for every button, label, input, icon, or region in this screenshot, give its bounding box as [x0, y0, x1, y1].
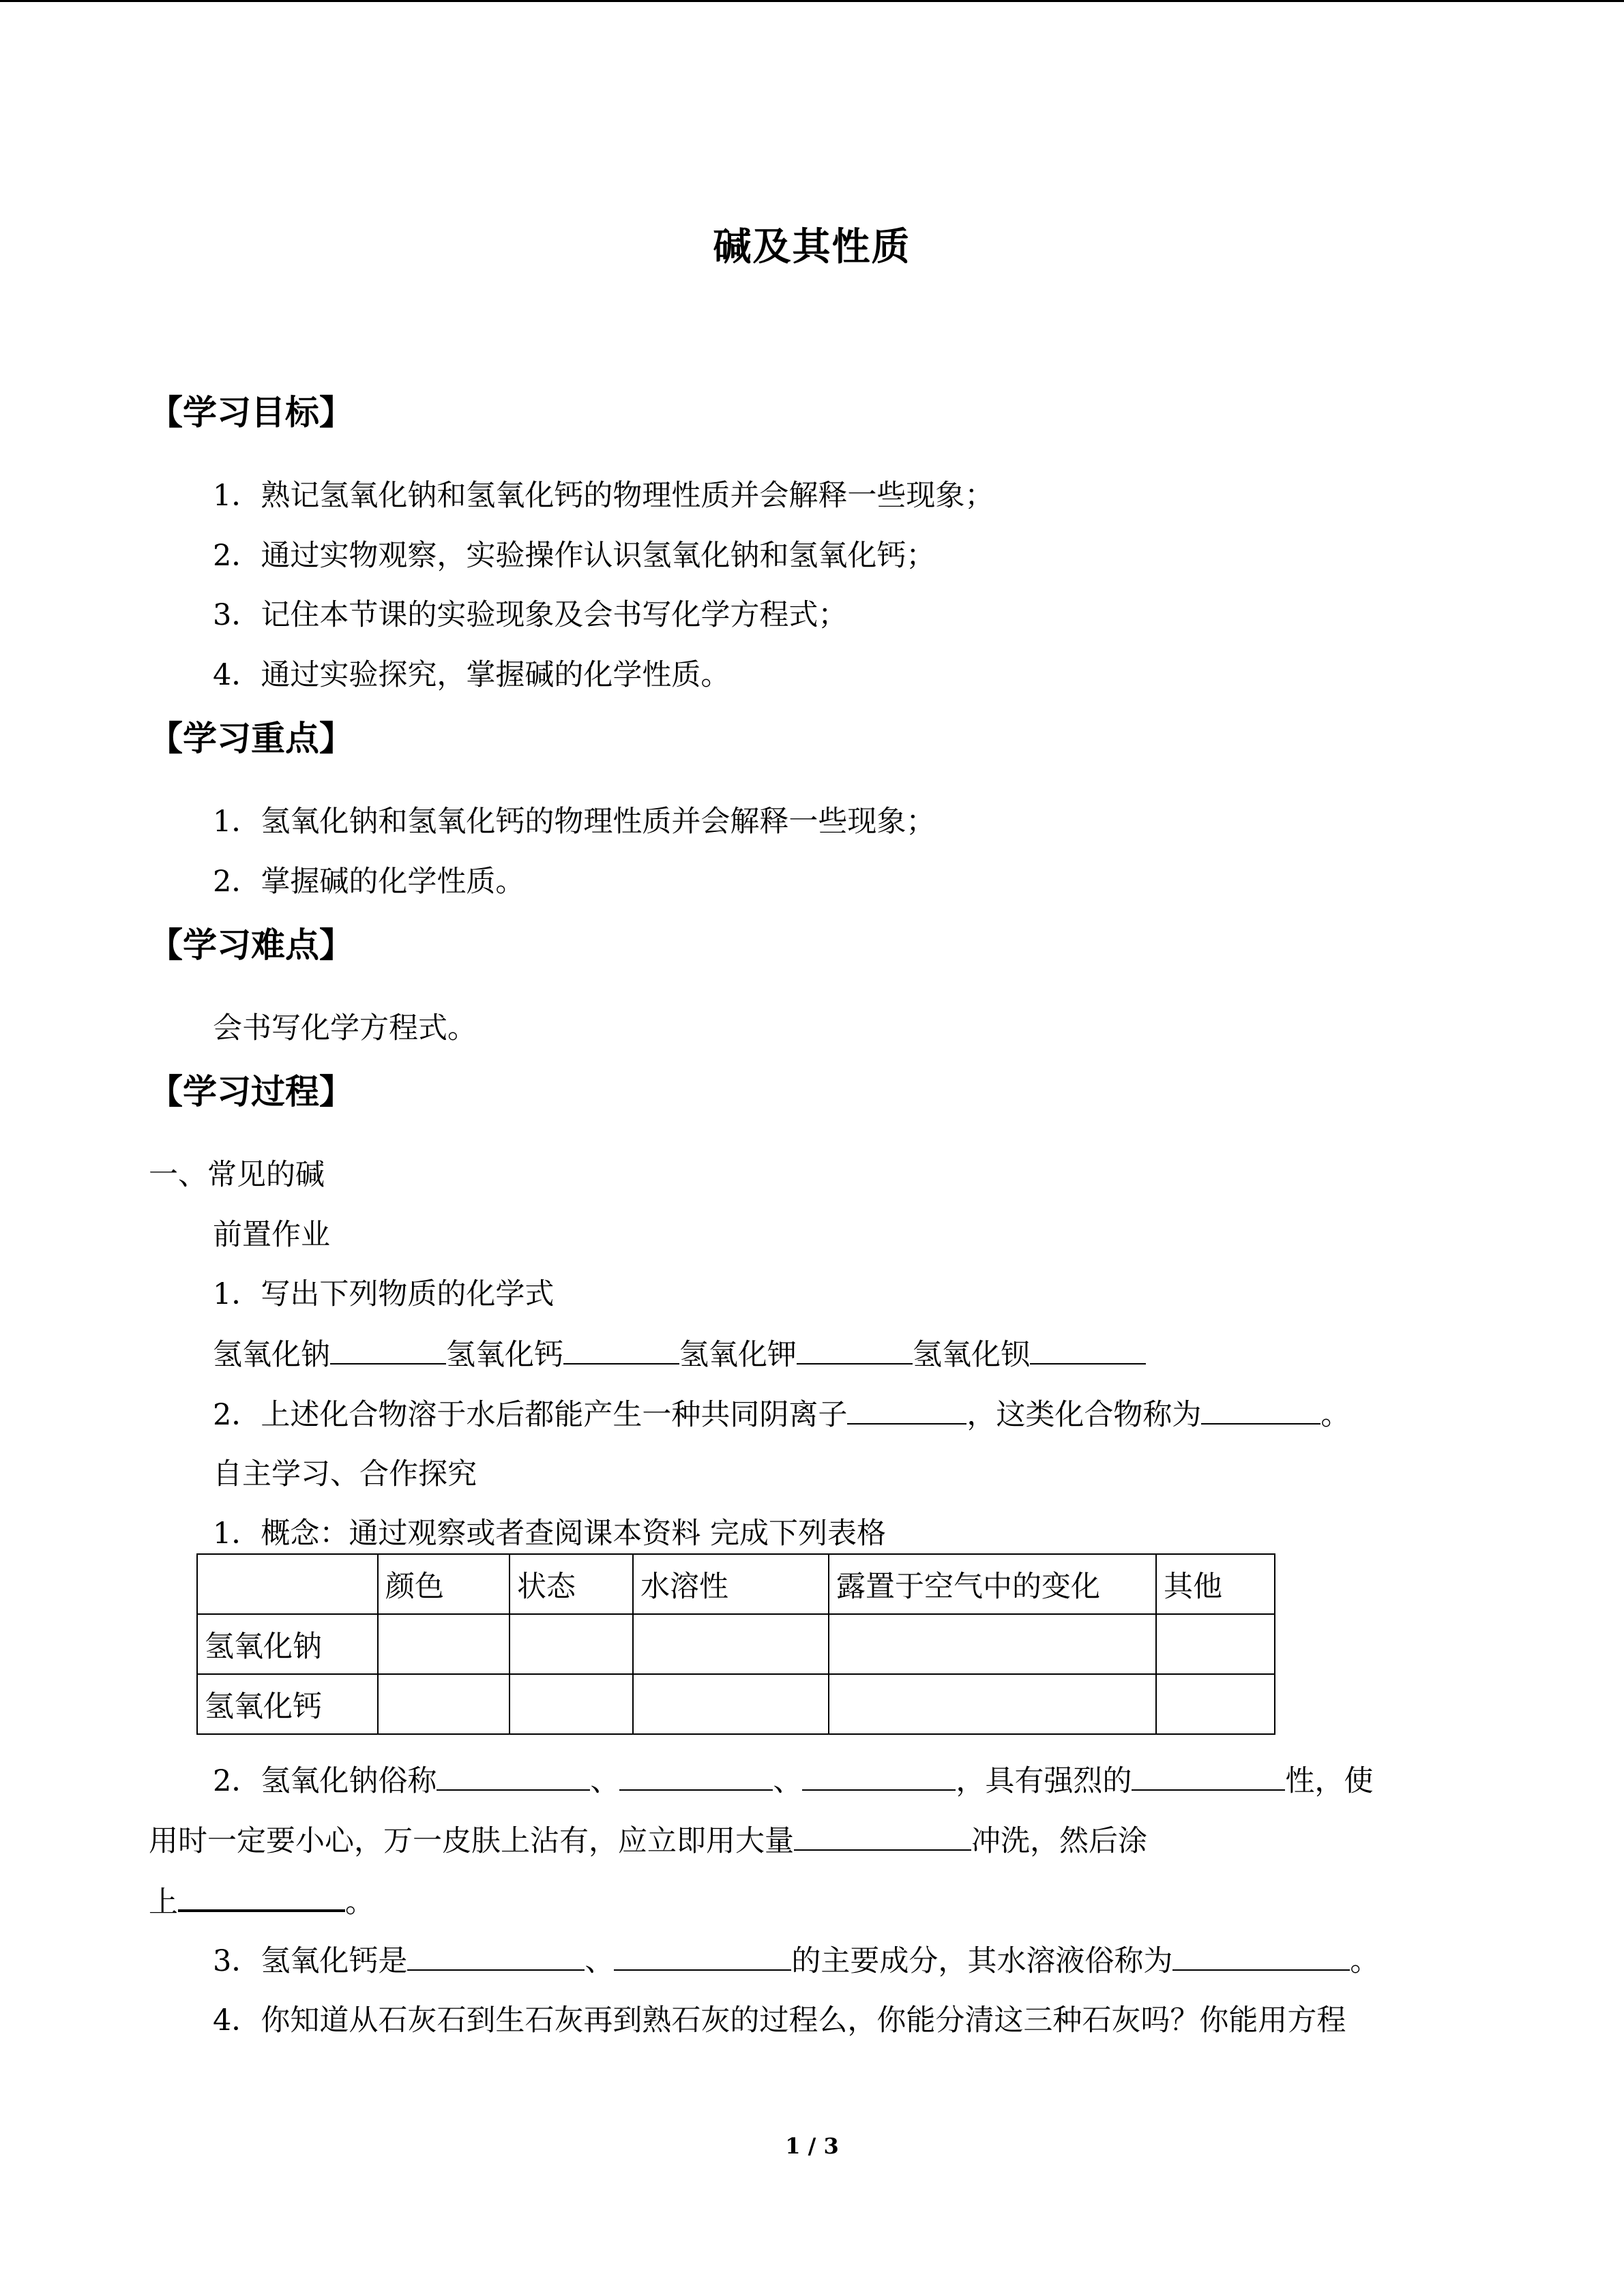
- apply-substance-blank[interactable]: [178, 1882, 345, 1912]
- table-cell[interactable]: [378, 1614, 510, 1674]
- naoh-common-name-blank-3[interactable]: [802, 1762, 956, 1791]
- separator: 、: [585, 1944, 615, 1978]
- key-point-item-1: 1．氢氧化钠和氢氧化钙的物理性质并会解释一些现象；: [213, 805, 936, 839]
- question-2-text-b: ，这类化合物称为: [966, 1398, 1202, 1432]
- concept-instruction: 1．概念：通过观察或者查阅课本资料 完成下列表格: [213, 1517, 887, 1551]
- question-2-text-c: 。: [1320, 1398, 1350, 1432]
- caoh-formula-blank[interactable]: [563, 1336, 679, 1365]
- question-4: 4．你知道从石灰石到生石灰再到熟石灰的过程么，你能分清这三种石灰吗？你能用方程: [213, 2003, 1346, 2038]
- caoh-text-c: 。: [1350, 1944, 1380, 1978]
- goals-heading: 【学习目标】: [149, 393, 353, 432]
- naoh-question-line-1: [213, 1762, 1373, 1800]
- table-row-label: 氢氧化钙: [197, 1674, 378, 1734]
- rinse-liquid-blank[interactable]: [794, 1822, 971, 1851]
- compound-formula-line: [213, 1336, 1146, 1373]
- table-cell[interactable]: [1156, 1614, 1275, 1674]
- caoh-solution-name-blank[interactable]: [1172, 1942, 1350, 1971]
- pre-work-label: 前置作业: [213, 1218, 330, 1252]
- table-row: [197, 1674, 1275, 1734]
- page-top-border: [0, 0, 1624, 2]
- difficulty-item-1: 会书写化学方程式。: [213, 1011, 477, 1045]
- naoh-text-c: 性，使: [1285, 1764, 1374, 1798]
- compound-baoh: 氢氧化钡: [913, 1338, 1030, 1372]
- key-point-item-2: 2．掌握碱的化学性质。: [213, 865, 525, 899]
- goal-item-2: 2．通过实物观察，实验操作认识氢氧化钠和氢氧化钙；: [213, 539, 936, 573]
- naoh-question-line-2: [149, 1822, 1147, 1860]
- process-heading: 【学习过程】: [149, 1072, 353, 1112]
- table-cell[interactable]: [378, 1674, 510, 1734]
- caoh-component-blank-2[interactable]: [614, 1942, 791, 1971]
- baoh-formula-blank[interactable]: [1030, 1336, 1146, 1365]
- page-number: 1 / 3: [785, 2133, 839, 2159]
- goal-item-3: 3．记住本节课的实验现象及会书写化学方程式；: [213, 598, 848, 632]
- caoh-question: [213, 1942, 1379, 1980]
- compound-class-blank[interactable]: [1201, 1396, 1320, 1425]
- separator: 、: [590, 1764, 620, 1798]
- table-row: [197, 1614, 1275, 1674]
- table-cell[interactable]: [829, 1614, 1156, 1674]
- difficulties-heading: 【学习难点】: [149, 925, 353, 965]
- page-title: 碱及其性质: [713, 225, 911, 269]
- table-cell[interactable]: [1156, 1674, 1275, 1734]
- naoh-formula-blank[interactable]: [330, 1336, 446, 1365]
- table-cell[interactable]: [633, 1614, 829, 1674]
- question-2-text-a: 2．上述化合物溶于水后都能产生一种共同阴离子: [213, 1398, 848, 1432]
- key-points-heading: 【学习重点】: [149, 719, 353, 758]
- table-header-cell: [197, 1554, 378, 1614]
- caoh-text-a: 3．氢氧化钙是: [213, 1944, 408, 1978]
- self-study-label: 自主学习、合作探究: [213, 1457, 477, 1491]
- compound-naoh: 氢氧化钠: [213, 1338, 330, 1372]
- naoh-text-f: 上: [149, 1885, 178, 1920]
- naoh-property-blank[interactable]: [1132, 1762, 1285, 1791]
- table-cell[interactable]: [829, 1674, 1156, 1734]
- table-header-cell: 颜色: [378, 1554, 510, 1614]
- table-header-cell: 露置于空气中的变化: [829, 1554, 1156, 1614]
- naoh-common-name-blank-2[interactable]: [619, 1762, 773, 1791]
- table-cell[interactable]: [510, 1614, 633, 1674]
- table-header-cell: 水溶性: [633, 1554, 829, 1614]
- table-cell[interactable]: [633, 1674, 829, 1734]
- naoh-text-a: 2．氢氧化钠俗称: [213, 1764, 437, 1798]
- naoh-common-name-blank-1[interactable]: [437, 1762, 590, 1791]
- caoh-text-b: 的主要成分，其水溶液俗称为: [791, 1944, 1173, 1978]
- naoh-text-d: 用时一定要小心，万一皮肤上沾有，应立即用大量: [149, 1824, 794, 1858]
- table-cell[interactable]: [510, 1674, 633, 1734]
- part-1-title: 一、常见的碱: [149, 1158, 325, 1192]
- separator: 、: [773, 1764, 803, 1798]
- caoh-component-blank-1[interactable]: [407, 1942, 585, 1971]
- naoh-question-line-3: [149, 1882, 374, 1921]
- compound-koh: 氢氧化钾: [679, 1338, 797, 1372]
- goal-item-1: 1．熟记氢氧化钠和氢氧化钙的物理性质并会解释一些现象；: [213, 479, 994, 513]
- properties-table: [196, 1553, 1275, 1735]
- table-header-cell: 状态: [510, 1554, 633, 1614]
- table-header-cell: 其他: [1156, 1554, 1275, 1614]
- naoh-text-b: ，具有强烈的: [956, 1764, 1132, 1798]
- table-header-row: [197, 1554, 1275, 1614]
- question-2: [213, 1396, 1350, 1433]
- naoh-text-e: 冲洗，然后涂: [971, 1824, 1147, 1858]
- compound-caoh: 氢氧化钙: [446, 1338, 563, 1372]
- table-row-label: 氢氧化钠: [197, 1614, 378, 1674]
- anion-blank[interactable]: [847, 1396, 966, 1425]
- koh-formula-blank[interactable]: [797, 1336, 913, 1365]
- question-1: 1．写出下列物质的化学式: [213, 1277, 555, 1311]
- goal-item-4: 4．通过实验探究，掌握碱的化学性质。: [213, 658, 730, 692]
- naoh-text-g: 。: [345, 1885, 374, 1920]
